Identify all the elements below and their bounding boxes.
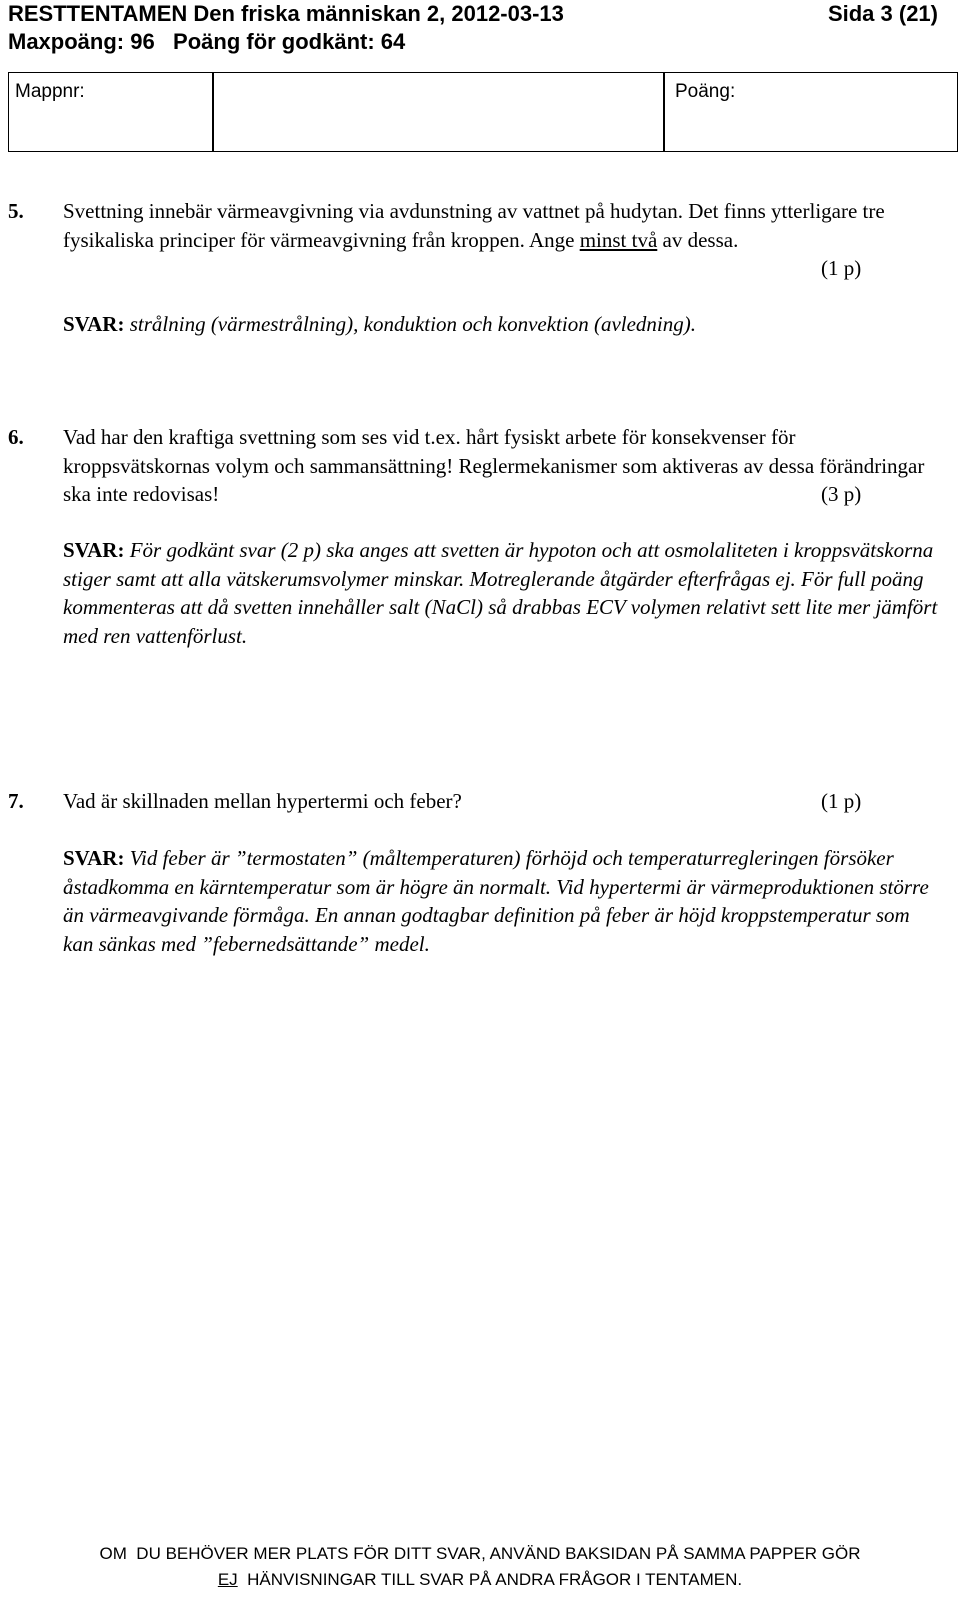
question-points: (1 p) xyxy=(821,789,862,813)
exam-title: RESTTENTAMEN Den friska människan 2, 2012-03-13 xyxy=(8,1,564,26)
exam-header xyxy=(8,0,952,28)
answer-text: För godkänt svar (2 p) ska anges att svetten är hypoton och att osmolaliteten i kroppsvätskorna stiger samt att alla vätskerumsvolymer minskar. Motreglerande åtgärder efterfrågas ej. För full poäng kommenteras att då svetten innehåller salt (NaCl) så drabbas ECV volymen relativt sett lite mer jämfört med ren vattenförlust. xyxy=(63,538,938,648)
underlined-text: minst två xyxy=(579,227,658,252)
answer-text: Vid feber är ”termostaten” (måltemperaturen) förhöjd och temperaturregleringen försöker åstadkomma en kärntemperatur som är högre än normalt. Vid hypertermi är värmeproduktionen större än värmeavgivande förmåga. En annan godtagbar definition på feber är höjd kroppstemperatur som kan sänkas med ”febernedsättande” medel. xyxy=(63,846,929,956)
question-text-part: av dessa. xyxy=(657,227,739,252)
points-line: Maxpoäng: 96 Poäng för godkänt: 64 xyxy=(8,29,406,54)
page-footer xyxy=(0,1541,960,1593)
question-points: (1 p) xyxy=(821,256,862,280)
svar-label: SVAR: xyxy=(63,312,125,336)
answer-text: strålning (värmestrålning), konduktion och konvektion (avledning). xyxy=(129,312,697,336)
question-number: 5. xyxy=(8,199,24,223)
question-text-part: Vad är skillnaden mellan hypertermi och feber? xyxy=(63,789,462,813)
answer-5 xyxy=(63,310,943,339)
answer-7 xyxy=(63,844,943,958)
footer-line-2-text: HÄNVISNINGAR TILL SVAR PÅ ANDRA FRÅGOR I TENTAMEN. xyxy=(237,1570,743,1589)
question-7 xyxy=(8,787,938,816)
svar-label: SVAR: xyxy=(63,846,125,870)
page-number: Sida 3 (21) xyxy=(827,1,938,26)
answer-6 xyxy=(63,536,943,650)
question-points: (3 p) xyxy=(821,482,862,506)
question-number: 7. xyxy=(8,789,24,813)
question-text-part: Vad har den kraftiga svettning som ses vid t.ex. hårt fysiskt arbete för konsekvenser för kroppsvätskornas volym och sammansättning! Reglermekanismer som aktiveras av dessa förändringar ska inte redovisas! xyxy=(63,425,925,506)
poang-label: Poäng: xyxy=(675,81,736,102)
grading-box xyxy=(8,72,958,152)
box-divider xyxy=(663,73,665,151)
svar-label: SVAR: xyxy=(63,538,125,562)
footer-ej: EJ xyxy=(217,1570,238,1589)
footer-line-2 xyxy=(0,1567,960,1593)
box-divider xyxy=(212,73,214,151)
question-6 xyxy=(8,423,938,509)
question-5 xyxy=(8,197,938,280)
question-number: 6. xyxy=(8,425,24,449)
mappnr-label: Mappnr: xyxy=(15,81,85,102)
footer-line-1: OM DU BEHÖVER MER PLATS FÖR DITT SVAR, ANVÄND BAKSIDAN PÅ SAMMA PAPPER GÖR xyxy=(99,1544,861,1563)
question-text-part: Svettning innebär värmeavgivning via avdunstning av vattnet på hudytan. Det finns ytterligare tre fysikaliska principer för värmeavgivning från kroppen. Ange xyxy=(63,199,885,252)
question-text xyxy=(63,423,933,509)
question-text xyxy=(63,787,933,816)
question-text xyxy=(63,197,933,280)
